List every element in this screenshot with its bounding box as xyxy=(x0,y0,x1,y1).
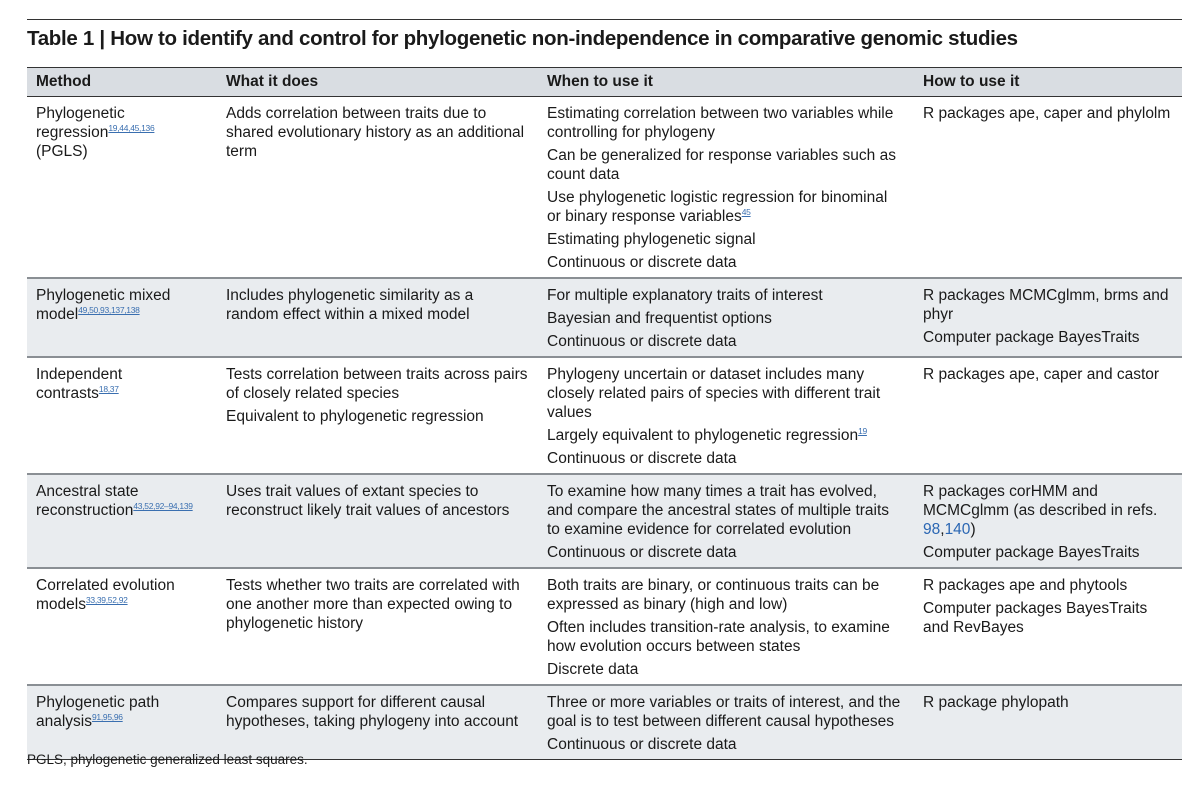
usage-line xyxy=(547,104,905,142)
tool-line xyxy=(923,286,1173,324)
when-to-use-cell xyxy=(538,97,914,279)
what-it-does-cell xyxy=(217,278,538,357)
reference-link[interactable]: 140 xyxy=(944,521,971,538)
reference-link[interactable]: 45 xyxy=(741,207,751,217)
method-name: Independent contrasts xyxy=(36,366,123,402)
usage-text: Continuous or discrete data xyxy=(547,544,737,561)
tool-text: R packages ape, caper and phylolm xyxy=(923,105,1171,122)
table-row xyxy=(27,97,1182,279)
usage-text: Can be generalized for response variables such as count data xyxy=(547,147,896,183)
when-to-use-cell xyxy=(538,685,914,760)
when-to-use-cell xyxy=(538,278,914,357)
usage-line xyxy=(547,576,905,614)
usage-text: To examine how many times a trait has evolved, and compare the ancestral states of multiple traits to examine evidence for correlated evolution xyxy=(547,483,890,538)
usage-line xyxy=(547,543,905,562)
tool-line xyxy=(923,482,1173,539)
header-when-to-use: When to use it xyxy=(538,68,914,97)
usage-text: Continuous or discrete data xyxy=(547,254,737,271)
usage-text: Use phylogenetic logistic regression for binominal or binary response variables xyxy=(547,189,888,225)
usage-text: Phylogeny uncertain or dataset includes many closely related pairs of species with different trait values xyxy=(547,366,881,421)
usage-line xyxy=(547,253,905,272)
methods-table xyxy=(27,67,1182,760)
usage-text: Largely equivalent to phylogenetic regression xyxy=(547,427,859,444)
table-row xyxy=(27,474,1182,568)
tool-text: R packages MCMCglmm, brms and phyr xyxy=(923,287,1169,323)
method-abbreviation: (PGLS) xyxy=(36,143,88,160)
method-cell xyxy=(27,278,217,357)
how-to-use-cell xyxy=(914,357,1182,474)
when-to-use-cell xyxy=(538,357,914,474)
what-it-does-cell xyxy=(217,97,538,279)
what-it-does-cell xyxy=(217,357,538,474)
how-to-use-cell xyxy=(914,568,1182,685)
what-it-does-cell xyxy=(217,474,538,568)
tool-text: R packages ape, caper and castor xyxy=(923,366,1160,383)
tool-line xyxy=(923,576,1173,595)
tool-text: Computer package BayesTraits xyxy=(923,544,1140,561)
tool-text: R package phylopath xyxy=(923,694,1069,711)
method-name: Correlated evolution models xyxy=(36,577,175,613)
usage-text: Continuous or discrete data xyxy=(547,736,737,753)
method-cell xyxy=(27,685,217,760)
usage-line xyxy=(547,618,905,656)
method-cell xyxy=(27,97,217,279)
table-row xyxy=(27,357,1182,474)
usage-text: Continuous or discrete data xyxy=(547,450,737,467)
method-name: Phylogenetic mixed model xyxy=(36,287,171,323)
table-row xyxy=(27,568,1182,685)
method-name: Phylogenetic regression xyxy=(36,105,125,141)
tool-line xyxy=(923,543,1173,562)
method-cell xyxy=(27,474,217,568)
reference-link[interactable]: 49,50,93,137,138 xyxy=(78,305,140,315)
reference-link[interactable]: 19,44,45,136 xyxy=(108,123,155,133)
description-line: Tests whether two traits are correlated with one another more than expected owing to phylogenetic history xyxy=(226,577,520,632)
usage-line xyxy=(547,449,905,468)
description-line: Equivalent to phylogenetic regression xyxy=(226,408,484,425)
tool-line xyxy=(923,365,1173,384)
method-name: Phylogenetic path analysis xyxy=(36,694,160,730)
description-line: Tests correlation between traits across pairs of closely related species xyxy=(226,366,528,402)
how-to-use-cell xyxy=(914,474,1182,568)
reference-link[interactable]: 91,95,96 xyxy=(92,712,123,722)
header-row xyxy=(27,68,1182,97)
usage-line xyxy=(547,309,905,328)
table-title: Table 1 | How to identify and control for phylogenetic non-independence in comparative genomic studies xyxy=(27,27,1018,50)
tool-text: Computer package BayesTraits xyxy=(923,329,1140,346)
reference-link[interactable]: 19 xyxy=(858,426,867,436)
how-to-use-cell xyxy=(914,278,1182,357)
usage-line xyxy=(547,365,905,422)
reference-link[interactable]: 18,37 xyxy=(98,384,119,394)
usage-line xyxy=(547,660,905,679)
header-how-to-use: How to use it xyxy=(914,68,1182,97)
footnote: PGLS, phylogenetic generalized least squares. xyxy=(27,752,308,767)
usage-line xyxy=(547,188,905,226)
usage-text: Often includes transition-rate analysis, to examine how evolution occurs between states xyxy=(547,619,890,655)
usage-text: Three or more variables or traits of interest, and the goal is to test between different causal hypotheses xyxy=(547,694,901,730)
tool-text: Computer packages BayesTraits and RevBayes xyxy=(923,600,1148,636)
reference-separator: , xyxy=(940,521,945,538)
usage-text: Discrete data xyxy=(547,661,639,678)
method-name: Ancestral state reconstruction xyxy=(36,483,139,519)
description-line: Includes phylogenetic similarity as a random effect within a mixed model xyxy=(226,287,474,323)
usage-text: Estimating phylogenetic signal xyxy=(547,231,756,248)
tool-text: R packages ape and phytools xyxy=(923,577,1128,594)
when-to-use-cell xyxy=(538,568,914,685)
usage-line xyxy=(547,286,905,305)
method-cell xyxy=(27,568,217,685)
table-row xyxy=(27,278,1182,357)
usage-text: For multiple explanatory traits of interest xyxy=(547,287,823,304)
tool-text-tail: ) xyxy=(970,521,976,538)
usage-line xyxy=(547,426,905,445)
reference-link[interactable]: 43,52,92–94,139 xyxy=(133,501,193,511)
usage-line xyxy=(547,230,905,249)
tool-text: R packages corHMM and MCMCglmm (as described in refs. xyxy=(923,483,1158,519)
usage-line xyxy=(547,146,905,184)
what-it-does-cell xyxy=(217,685,538,760)
usage-line xyxy=(547,482,905,539)
description-line: Uses trait values of extant species to reconstruct likely trait values of ancestors xyxy=(226,483,510,519)
method-cell xyxy=(27,357,217,474)
usage-line xyxy=(547,735,905,754)
tool-line xyxy=(923,104,1173,123)
tool-line xyxy=(923,599,1173,637)
usage-text: Continuous or discrete data xyxy=(547,333,737,350)
top-rule xyxy=(27,19,1182,20)
usage-line xyxy=(547,332,905,351)
header-what-it-does: What it does xyxy=(217,68,538,97)
description-line: Compares support for different causal hypotheses, taking phylogeny into account xyxy=(226,694,519,730)
how-to-use-cell xyxy=(914,97,1182,279)
how-to-use-cell xyxy=(914,685,1182,760)
table-row xyxy=(27,685,1182,760)
tool-line xyxy=(923,328,1173,347)
tool-line xyxy=(923,693,1173,712)
usage-text: Bayesian and frequentist options xyxy=(547,310,772,327)
usage-text: Both traits are binary, or continuous traits can be expressed as binary (high and low) xyxy=(547,577,880,613)
reference-link[interactable]: 33,39,52,92 xyxy=(85,595,128,605)
what-it-does-cell xyxy=(217,568,538,685)
usage-line xyxy=(547,693,905,731)
description-line: Adds correlation between traits due to shared evolutionary history as an additional term xyxy=(226,105,525,160)
usage-text: Estimating correlation between two variables while controlling for phylogeny xyxy=(547,105,894,141)
when-to-use-cell xyxy=(538,474,914,568)
header-method: Method xyxy=(27,68,217,97)
reference-link[interactable]: 98 xyxy=(923,521,941,538)
